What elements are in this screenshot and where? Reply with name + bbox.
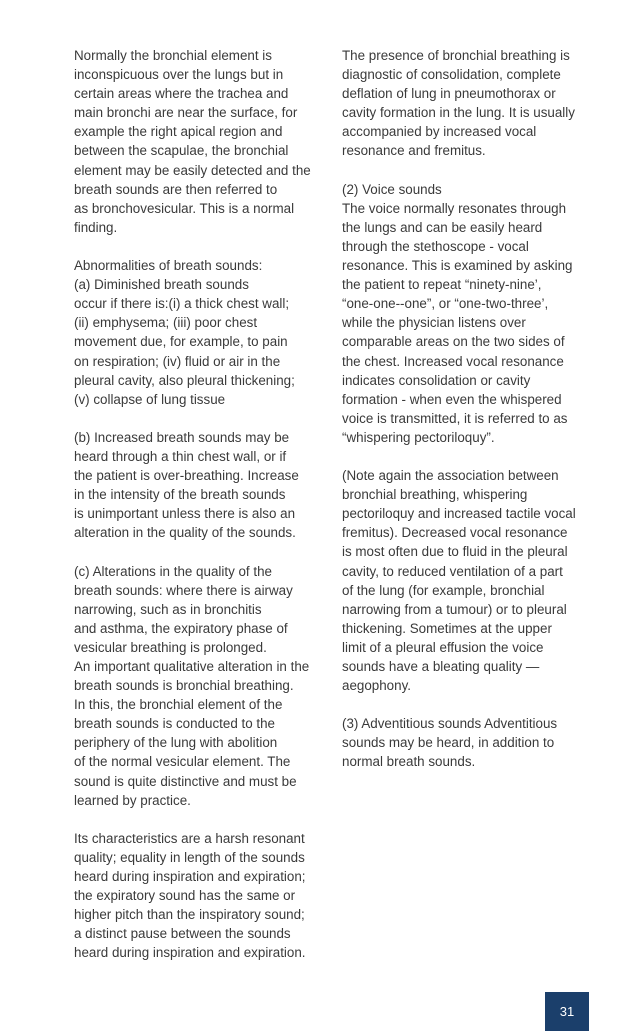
text-line: vesicular breathing is prolonged.	[74, 639, 267, 655]
text-line: In this, the bronchial element of the	[74, 697, 283, 713]
text-line: Abnormalities of breath sounds:	[74, 258, 263, 274]
text-line: formation - when even the whispered	[342, 391, 562, 407]
text-line: main bronchi are near the surface, for	[74, 105, 298, 121]
paragraph	[74, 829, 324, 963]
text-line: heard through a thin chest wall, or if	[74, 448, 287, 464]
paragraph	[74, 562, 324, 810]
paragraph-gap	[342, 447, 594, 466]
text-line: diagnostic of consolidation, complete	[342, 67, 561, 83]
page-number: 31	[559, 1004, 575, 1019]
text-line: breath sounds is bronchial breathing.	[74, 678, 294, 694]
text-line: occur if there is:(i) a thick chest wall;	[74, 296, 290, 312]
text-line: and asthma, the expiratory phase of	[74, 620, 288, 636]
paragraph	[342, 714, 594, 771]
text-line: narrowing, such as in bronchitis	[74, 601, 262, 617]
text-line: movement due, for example, to pain	[74, 334, 288, 350]
text-line: (3) Adventitious sounds Adventitious	[342, 716, 558, 732]
text-line: of the normal vesicular element. The	[74, 754, 291, 770]
paragraph	[74, 428, 324, 543]
paragraph-gap	[74, 810, 324, 829]
text-line: as bronchovesicular. This is a normal	[74, 200, 295, 216]
text-line: is unimportant unless there is also an	[74, 506, 296, 522]
text-line: comparable areas on the two sides of	[342, 334, 565, 350]
text-line: sounds have a bleating quality —	[342, 659, 540, 674]
text-line: in the intensity of the breath sounds	[74, 487, 286, 503]
text-line: deflation of lung in pneumothorax or	[342, 86, 556, 102]
text-line: The presence of bronchial breathing is	[342, 48, 570, 63]
text-line: accompanied by increased vocal	[342, 124, 537, 140]
text-line: the expiratory sound has the same or	[74, 888, 296, 904]
text-line: cavity, to reduced ventilation of a part	[342, 563, 563, 579]
text-line: higher pitch than the inspiratory sound;	[74, 907, 305, 923]
text-line: finding.	[74, 219, 118, 235]
text-line: while the physician listens over	[342, 315, 526, 331]
text-line: “one-one--one”, or “one-two-three’,	[342, 296, 549, 312]
text-line: fremitus). Decreased vocal resonance	[342, 525, 568, 541]
text-line: narrowing from a tumour) or to pleural	[342, 601, 567, 617]
text-line: An important qualitative alteration in the	[74, 659, 310, 674]
text-line: breath sounds: where there is airway	[74, 582, 293, 598]
text-line: the patient to repeat “ninety-nine’,	[342, 277, 542, 293]
text-line: (Note again the association between	[342, 468, 559, 484]
text-line: sounds may be heard, in addition to	[342, 735, 555, 751]
text-line: alteration in the quality of the sounds.	[74, 525, 296, 541]
text-line: bronchial breathing, whispering	[342, 487, 528, 503]
page-number-badge	[545, 992, 589, 1031]
text-line: pleural cavity, also pleural thickening;	[74, 372, 295, 388]
paragraph	[74, 256, 324, 409]
paragraph	[74, 46, 324, 237]
text-line: Its characteristics are a harsh resonant	[74, 830, 305, 846]
text-line: “whispering pectoriloquy”.	[342, 429, 495, 445]
text-line: normal breath sounds.	[342, 754, 476, 770]
text-line: aegophony.	[342, 678, 411, 694]
text-line: the patient is over-breathing. Increase	[74, 468, 299, 484]
text-line: periphery of the lung with abolition	[74, 735, 278, 751]
text-line: thickening. Sometimes at the upper	[342, 620, 552, 636]
paragraph-gap	[342, 161, 594, 180]
text-line: Normally the bronchial element is	[74, 48, 272, 63]
paragraph-gap	[342, 695, 594, 714]
text-line: example the right apical region and	[74, 124, 283, 140]
text-line: sound is quite distinctive and must be	[74, 773, 297, 789]
text-line: (ii) emphysema; (iii) poor chest	[74, 315, 258, 331]
text-line: the chest. Increased vocal resonance	[342, 353, 564, 369]
paragraph	[342, 466, 594, 695]
text-line: limit of a pleural effusion the voice	[342, 639, 544, 655]
text-line: (a) Diminished breath sounds	[74, 277, 249, 293]
text-line: between the scapulae, the bronchial	[74, 143, 289, 159]
text-line: The voice normally resonates through	[342, 200, 567, 216]
text-line: breath sounds is conducted to the	[74, 716, 275, 732]
text-line: resonance and fremitus.	[342, 143, 486, 159]
text-line: cavity formation in the lung. It is usually	[342, 105, 575, 121]
text-line: heard during inspiration and expiration;	[74, 869, 306, 885]
text-line: element may be easily detected and the	[74, 162, 311, 178]
text-line: breath sounds are then referred to	[74, 181, 278, 197]
text-line: resonance. This is examined by asking	[342, 258, 573, 274]
text-line: indicates consolidation or cavity	[342, 372, 531, 388]
paragraph	[342, 46, 594, 161]
text-line: a distinct pause between the sounds	[74, 926, 291, 942]
left-text-column	[74, 46, 324, 963]
text-line: (2) Voice sounds	[342, 181, 442, 197]
text-line: (b) Increased breath sounds may be	[74, 429, 290, 445]
text-line: voice is transmitted, it is referred to as	[342, 410, 568, 426]
text-line: the lungs and can be easily heard	[342, 219, 543, 235]
text-line: certain areas where the trachea and	[74, 86, 289, 102]
text-line: of the lung (for example, bronchial	[342, 582, 545, 598]
text-line: (v) collapse of lung tissue	[74, 391, 226, 407]
text-line: inconspicuous over the lungs but in	[74, 67, 284, 83]
paragraph	[342, 180, 594, 447]
paragraph-gap	[74, 409, 324, 428]
text-line: quality; equality in length of the sounds	[74, 849, 305, 865]
text-line: on respiration; (iv) fluid or air in the	[74, 353, 281, 369]
text-line: pectoriloquy and increased tactile vocal	[342, 506, 576, 522]
paragraph-gap	[74, 237, 324, 256]
text-line: through the stethoscope - vocal	[342, 238, 529, 254]
text-line: is most often due to fluid in the pleural	[342, 544, 568, 560]
paragraph-gap	[74, 542, 324, 561]
text-line: (c) Alterations in the quality of the	[74, 563, 272, 579]
right-text-column	[342, 46, 594, 772]
text-line: heard during inspiration and expiration.	[74, 945, 306, 961]
text-line: learned by practice.	[74, 792, 191, 808]
